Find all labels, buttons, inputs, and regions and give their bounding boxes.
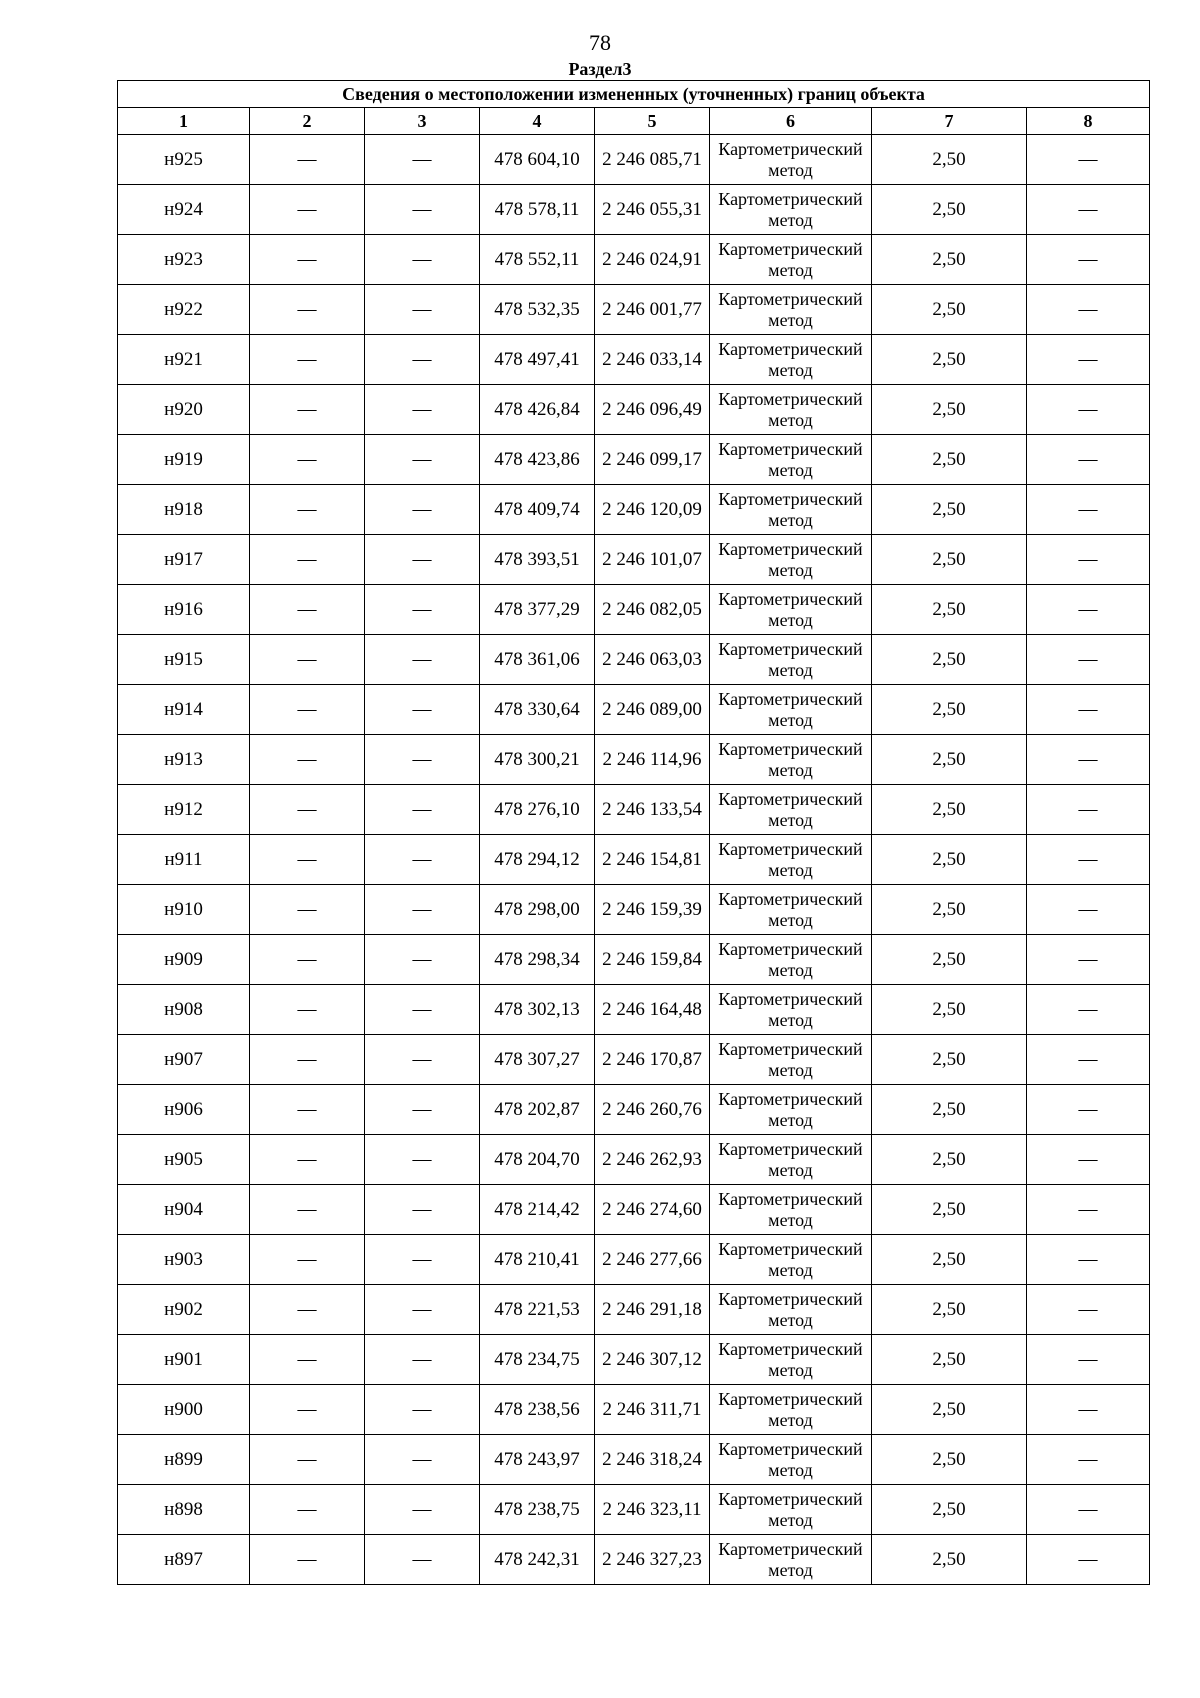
point-id-cell: н923 — [118, 235, 250, 285]
column-3-cell: — — [365, 1135, 480, 1185]
y-coordinate-cell: 2 246 260,76 — [595, 1085, 710, 1135]
y-coordinate-cell: 2 246 024,91 — [595, 235, 710, 285]
x-coordinate-cell: 478 552,11 — [480, 235, 595, 285]
accuracy-cell: 2,50 — [872, 1235, 1027, 1285]
y-coordinate-cell: 2 246 291,18 — [595, 1285, 710, 1335]
method-cell: Картометрический метод — [710, 685, 872, 735]
column-number-row — [118, 108, 1150, 135]
accuracy-cell: 2,50 — [872, 485, 1027, 535]
x-coordinate-cell: 478 214,42 — [480, 1185, 595, 1235]
column-number-7: 7 — [872, 108, 1027, 135]
column-3-cell: — — [365, 1485, 480, 1535]
y-coordinate-cell: 2 246 082,05 — [595, 585, 710, 635]
y-coordinate-cell: 2 246 323,11 — [595, 1485, 710, 1535]
column-3-cell: — — [365, 335, 480, 385]
column-8-cell: — — [1027, 1135, 1150, 1185]
accuracy-cell: 2,50 — [872, 685, 1027, 735]
accuracy-cell: 2,50 — [872, 835, 1027, 885]
method-cell: Картометрический метод — [710, 1085, 872, 1135]
column-8-cell: — — [1027, 1285, 1150, 1335]
column-8-cell: — — [1027, 785, 1150, 835]
y-coordinate-cell: 2 246 164,48 — [595, 985, 710, 1035]
column-3-cell: — — [365, 935, 480, 985]
accuracy-cell: 2,50 — [872, 1485, 1027, 1535]
page-number: 78 — [589, 30, 611, 55]
y-coordinate-cell: 2 246 055,31 — [595, 185, 710, 235]
table-row — [118, 735, 1150, 785]
accuracy-cell: 2,50 — [872, 385, 1027, 435]
accuracy-cell: 2,50 — [872, 535, 1027, 585]
table-row — [118, 235, 1150, 285]
column-2-cell: — — [250, 885, 365, 935]
point-id-cell: н925 — [118, 135, 250, 185]
point-id-cell: н907 — [118, 1035, 250, 1085]
point-id-cell: н911 — [118, 835, 250, 885]
method-cell: Картометрический метод — [710, 285, 872, 335]
column-3-cell: — — [365, 385, 480, 435]
point-id-cell: н918 — [118, 485, 250, 535]
point-id-cell: н898 — [118, 1485, 250, 1535]
method-cell: Картометрический метод — [710, 885, 872, 935]
column-8-cell: — — [1027, 335, 1150, 385]
x-coordinate-cell: 478 204,70 — [480, 1135, 595, 1185]
point-id-cell: н916 — [118, 585, 250, 635]
column-8-cell: — — [1027, 735, 1150, 785]
column-8-cell: — — [1027, 635, 1150, 685]
table-body — [118, 135, 1150, 1585]
table-row — [118, 1285, 1150, 1335]
column-8-cell: — — [1027, 385, 1150, 435]
accuracy-cell: 2,50 — [872, 735, 1027, 785]
y-coordinate-cell: 2 246 327,23 — [595, 1535, 710, 1585]
accuracy-cell: 2,50 — [872, 1185, 1027, 1235]
point-id-cell: н924 — [118, 185, 250, 235]
column-2-cell: — — [250, 1285, 365, 1335]
accuracy-cell: 2,50 — [872, 1135, 1027, 1185]
column-2-cell: — — [250, 335, 365, 385]
column-8-cell: — — [1027, 1435, 1150, 1485]
point-id-cell: н904 — [118, 1185, 250, 1235]
column-number-3: 3 — [365, 108, 480, 135]
point-id-cell: н897 — [118, 1535, 250, 1585]
x-coordinate-cell: 478 393,51 — [480, 535, 595, 585]
y-coordinate-cell: 2 246 307,12 — [595, 1335, 710, 1385]
column-8-cell: — — [1027, 1035, 1150, 1085]
column-8-cell: — — [1027, 685, 1150, 735]
table-row — [118, 535, 1150, 585]
x-coordinate-cell: 478 423,86 — [480, 435, 595, 485]
column-8-cell: — — [1027, 1085, 1150, 1135]
column-8-cell: — — [1027, 1185, 1150, 1235]
method-cell: Картометрический метод — [710, 935, 872, 985]
column-3-cell: — — [365, 1035, 480, 1085]
x-coordinate-cell: 478 210,41 — [480, 1235, 595, 1285]
column-2-cell: — — [250, 185, 365, 235]
column-3-cell: — — [365, 985, 480, 1035]
method-cell: Картометрический метод — [710, 1035, 872, 1085]
x-coordinate-cell: 478 532,35 — [480, 285, 595, 335]
accuracy-cell: 2,50 — [872, 1285, 1027, 1335]
x-coordinate-cell: 478 604,10 — [480, 135, 595, 185]
point-id-cell: н902 — [118, 1285, 250, 1335]
x-coordinate-cell: 478 300,21 — [480, 735, 595, 785]
column-8-cell: — — [1027, 1485, 1150, 1535]
column-2-cell: — — [250, 1535, 365, 1585]
y-coordinate-cell: 2 246 311,71 — [595, 1385, 710, 1435]
column-8-cell: — — [1027, 1535, 1150, 1585]
point-id-cell: н915 — [118, 635, 250, 685]
column-2-cell: — — [250, 1485, 365, 1535]
y-coordinate-cell: 2 246 159,84 — [595, 935, 710, 985]
method-cell: Картометрический метод — [710, 1285, 872, 1335]
column-number-4: 4 — [480, 108, 595, 135]
accuracy-cell: 2,50 — [872, 135, 1027, 185]
table-row — [118, 1535, 1150, 1585]
point-id-cell: н908 — [118, 985, 250, 1035]
y-coordinate-cell: 2 246 154,81 — [595, 835, 710, 885]
point-id-cell: н921 — [118, 335, 250, 385]
column-2-cell: — — [250, 385, 365, 435]
y-coordinate-cell: 2 246 096,49 — [595, 385, 710, 435]
x-coordinate-cell: 478 330,64 — [480, 685, 595, 735]
accuracy-cell: 2,50 — [872, 235, 1027, 285]
accuracy-cell: 2,50 — [872, 635, 1027, 685]
table-row — [118, 1235, 1150, 1285]
column-2-cell: — — [250, 235, 365, 285]
column-2-cell: — — [250, 135, 365, 185]
y-coordinate-cell: 2 246 033,14 — [595, 335, 710, 385]
column-3-cell: — — [365, 1335, 480, 1385]
table-row — [118, 135, 1150, 185]
y-coordinate-cell: 2 246 159,39 — [595, 885, 710, 935]
column-number-5: 5 — [595, 108, 710, 135]
accuracy-cell: 2,50 — [872, 1535, 1027, 1585]
x-coordinate-cell: 478 361,06 — [480, 635, 595, 685]
section-label: Раздел3 — [568, 59, 632, 79]
table-row — [118, 485, 1150, 535]
y-coordinate-cell: 2 246 170,87 — [595, 1035, 710, 1085]
table-row — [118, 1485, 1150, 1535]
column-8-cell: — — [1027, 885, 1150, 935]
table-row — [118, 1335, 1150, 1385]
table-row — [118, 935, 1150, 985]
column-2-cell: — — [250, 735, 365, 785]
y-coordinate-cell: 2 246 114,96 — [595, 735, 710, 785]
accuracy-cell: 2,50 — [872, 985, 1027, 1035]
column-3-cell: — — [365, 735, 480, 785]
method-cell: Картометрический метод — [710, 1235, 872, 1285]
table-row — [118, 1435, 1150, 1485]
column-2-cell: — — [250, 785, 365, 835]
column-8-cell: — — [1027, 435, 1150, 485]
y-coordinate-cell: 2 246 063,03 — [595, 635, 710, 685]
x-coordinate-cell: 478 243,97 — [480, 1435, 595, 1485]
column-8-cell: — — [1027, 285, 1150, 335]
point-id-cell: н919 — [118, 435, 250, 485]
table-row — [118, 635, 1150, 685]
column-3-cell: — — [365, 885, 480, 935]
column-2-cell: — — [250, 585, 365, 635]
column-2-cell: — — [250, 835, 365, 885]
table-row — [118, 1085, 1150, 1135]
method-cell: Картометрический метод — [710, 535, 872, 585]
accuracy-cell: 2,50 — [872, 435, 1027, 485]
accuracy-cell: 2,50 — [872, 585, 1027, 635]
x-coordinate-cell: 478 294,12 — [480, 835, 595, 885]
x-coordinate-cell: 478 409,74 — [480, 485, 595, 535]
column-2-cell: — — [250, 935, 365, 985]
method-cell: Картометрический метод — [710, 635, 872, 685]
table-caption: Сведения о местоположении измененных (уточненных) границ объекта — [118, 81, 1150, 108]
method-cell: Картометрический метод — [710, 185, 872, 235]
y-coordinate-cell: 2 246 318,24 — [595, 1435, 710, 1485]
method-cell: Картометрический метод — [710, 235, 872, 285]
column-8-cell: — — [1027, 135, 1150, 185]
method-cell: Картометрический метод — [710, 485, 872, 535]
method-cell: Картометрический метод — [710, 735, 872, 785]
method-cell: Картометрический метод — [710, 585, 872, 635]
column-3-cell: — — [365, 435, 480, 485]
method-cell: Картометрический метод — [710, 1485, 872, 1535]
y-coordinate-cell: 2 246 001,77 — [595, 285, 710, 335]
method-cell: Картометрический метод — [710, 1435, 872, 1485]
x-coordinate-cell: 478 276,10 — [480, 785, 595, 835]
column-2-cell: — — [250, 1335, 365, 1385]
point-id-cell: н920 — [118, 385, 250, 435]
column-2-cell: — — [250, 985, 365, 1035]
point-id-cell: н906 — [118, 1085, 250, 1135]
y-coordinate-cell: 2 246 262,93 — [595, 1135, 710, 1185]
point-id-cell: н914 — [118, 685, 250, 735]
x-coordinate-cell: 478 238,75 — [480, 1485, 595, 1535]
column-2-cell: — — [250, 635, 365, 685]
column-3-cell: — — [365, 235, 480, 285]
x-coordinate-cell: 478 234,75 — [480, 1335, 595, 1385]
column-2-cell: — — [250, 1235, 365, 1285]
table-row — [118, 835, 1150, 885]
x-coordinate-cell: 478 426,84 — [480, 385, 595, 435]
x-coordinate-cell: 478 238,56 — [480, 1385, 595, 1435]
column-3-cell: — — [365, 1435, 480, 1485]
column-8-cell: — — [1027, 1335, 1150, 1385]
column-2-cell: — — [250, 535, 365, 585]
method-cell: Картометрический метод — [710, 1185, 872, 1235]
x-coordinate-cell: 478 497,41 — [480, 335, 595, 385]
column-3-cell: — — [365, 135, 480, 185]
method-cell: Картометрический метод — [710, 1535, 872, 1585]
column-8-cell: — — [1027, 935, 1150, 985]
point-id-cell: н905 — [118, 1135, 250, 1185]
column-2-cell: — — [250, 1035, 365, 1085]
column-2-cell: — — [250, 1085, 365, 1135]
table-row — [118, 885, 1150, 935]
table-row — [118, 1185, 1150, 1235]
column-2-cell: — — [250, 285, 365, 335]
column-3-cell: — — [365, 785, 480, 835]
point-id-cell: н913 — [118, 735, 250, 785]
point-id-cell: н900 — [118, 1385, 250, 1435]
x-coordinate-cell: 478 377,29 — [480, 585, 595, 635]
table-row — [118, 585, 1150, 635]
method-cell: Картометрический метод — [710, 435, 872, 485]
accuracy-cell: 2,50 — [872, 1335, 1027, 1385]
accuracy-cell: 2,50 — [872, 1385, 1027, 1435]
column-8-cell: — — [1027, 585, 1150, 635]
column-3-cell: — — [365, 535, 480, 585]
column-3-cell: — — [365, 585, 480, 635]
y-coordinate-cell: 2 246 099,17 — [595, 435, 710, 485]
accuracy-cell: 2,50 — [872, 185, 1027, 235]
accuracy-cell: 2,50 — [872, 1035, 1027, 1085]
point-id-cell: н912 — [118, 785, 250, 835]
accuracy-cell: 2,50 — [872, 885, 1027, 935]
column-2-cell: — — [250, 435, 365, 485]
method-cell: Картометрический метод — [710, 335, 872, 385]
column-3-cell: — — [365, 835, 480, 885]
column-8-cell: — — [1027, 535, 1150, 585]
table-row — [118, 285, 1150, 335]
point-id-cell: н901 — [118, 1335, 250, 1385]
y-coordinate-cell: 2 246 277,66 — [595, 1235, 710, 1285]
column-3-cell: — — [365, 1235, 480, 1285]
table-row — [118, 335, 1150, 385]
x-coordinate-cell: 478 307,27 — [480, 1035, 595, 1085]
column-3-cell: — — [365, 1285, 480, 1335]
y-coordinate-cell: 2 246 089,00 — [595, 685, 710, 735]
accuracy-cell: 2,50 — [872, 335, 1027, 385]
table-row — [118, 1135, 1150, 1185]
x-coordinate-cell: 478 578,11 — [480, 185, 595, 235]
point-id-cell: н909 — [118, 935, 250, 985]
column-8-cell: — — [1027, 1235, 1150, 1285]
x-coordinate-cell: 478 221,53 — [480, 1285, 595, 1335]
column-2-cell: — — [250, 1185, 365, 1235]
column-2-cell: — — [250, 685, 365, 735]
table-row — [118, 385, 1150, 435]
accuracy-cell: 2,50 — [872, 935, 1027, 985]
column-8-cell: — — [1027, 1385, 1150, 1435]
table-row — [118, 185, 1150, 235]
column-3-cell: — — [365, 635, 480, 685]
accuracy-cell: 2,50 — [872, 285, 1027, 335]
column-8-cell: — — [1027, 835, 1150, 885]
x-coordinate-cell: 478 302,13 — [480, 985, 595, 1035]
x-coordinate-cell: 478 202,87 — [480, 1085, 595, 1135]
column-8-cell: — — [1027, 235, 1150, 285]
column-3-cell: — — [365, 1085, 480, 1135]
column-3-cell: — — [365, 1385, 480, 1435]
method-cell: Картометрический метод — [710, 1135, 872, 1185]
column-8-cell: — — [1027, 985, 1150, 1035]
column-3-cell: — — [365, 185, 480, 235]
method-cell: Картометрический метод — [710, 835, 872, 885]
table-row — [118, 435, 1150, 485]
point-id-cell: н917 — [118, 535, 250, 585]
column-3-cell: — — [365, 1185, 480, 1235]
point-id-cell: н899 — [118, 1435, 250, 1485]
column-3-cell: — — [365, 285, 480, 335]
column-3-cell: — — [365, 485, 480, 535]
accuracy-cell: 2,50 — [872, 1085, 1027, 1135]
y-coordinate-cell: 2 246 133,54 — [595, 785, 710, 835]
table-row — [118, 785, 1150, 835]
table-row — [118, 1385, 1150, 1435]
method-cell: Картометрический метод — [710, 385, 872, 435]
column-2-cell: — — [250, 485, 365, 535]
method-cell: Картометрический метод — [710, 985, 872, 1035]
table-row — [118, 1035, 1150, 1085]
method-cell: Картометрический метод — [710, 785, 872, 835]
column-3-cell: — — [365, 685, 480, 735]
coordinates-table — [117, 80, 1150, 1585]
method-cell: Картометрический метод — [710, 1385, 872, 1435]
point-id-cell: н903 — [118, 1235, 250, 1285]
x-coordinate-cell: 478 298,34 — [480, 935, 595, 985]
column-number-6: 6 — [710, 108, 872, 135]
column-8-cell: — — [1027, 485, 1150, 535]
column-2-cell: — — [250, 1385, 365, 1435]
y-coordinate-cell: 2 246 120,09 — [595, 485, 710, 535]
column-2-cell: — — [250, 1435, 365, 1485]
column-number-2: 2 — [250, 108, 365, 135]
column-3-cell: — — [365, 1535, 480, 1585]
accuracy-cell: 2,50 — [872, 1435, 1027, 1485]
x-coordinate-cell: 478 242,31 — [480, 1535, 595, 1585]
accuracy-cell: 2,50 — [872, 785, 1027, 835]
column-8-cell: — — [1027, 185, 1150, 235]
y-coordinate-cell: 2 246 101,07 — [595, 535, 710, 585]
method-cell: Картометрический метод — [710, 135, 872, 185]
y-coordinate-cell: 2 246 274,60 — [595, 1185, 710, 1235]
method-cell: Картометрический метод — [710, 1335, 872, 1385]
y-coordinate-cell: 2 246 085,71 — [595, 135, 710, 185]
column-number-1: 1 — [118, 108, 250, 135]
point-id-cell: н910 — [118, 885, 250, 935]
table-row — [118, 685, 1150, 735]
x-coordinate-cell: 478 298,00 — [480, 885, 595, 935]
point-id-cell: н922 — [118, 285, 250, 335]
column-number-8: 8 — [1027, 108, 1150, 135]
table-row — [118, 985, 1150, 1035]
column-2-cell: — — [250, 1135, 365, 1185]
